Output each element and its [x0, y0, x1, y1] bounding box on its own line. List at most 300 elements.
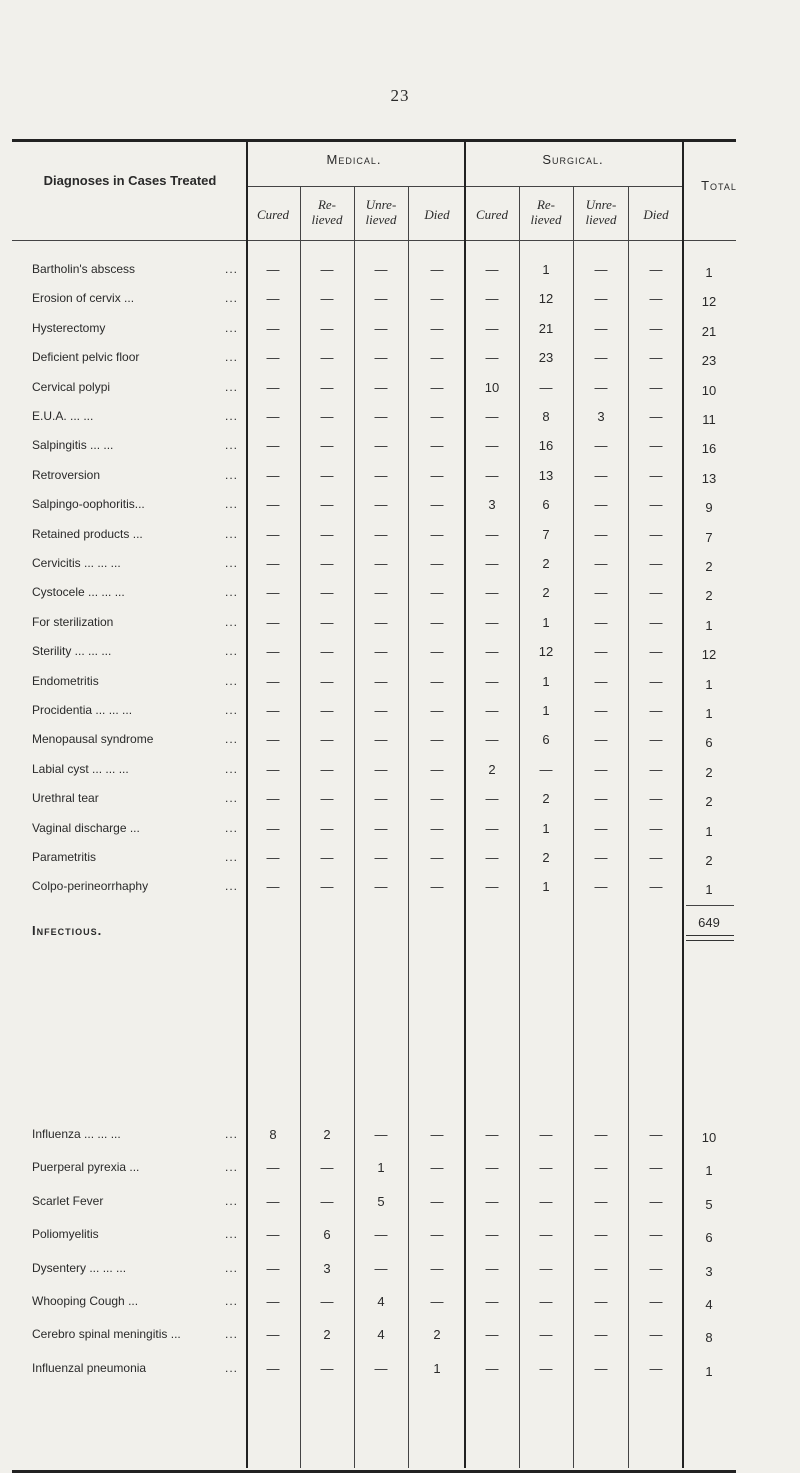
table-row: [0, 585, 800, 605]
diagnosis-label: Whooping Cough ...: [32, 1294, 139, 1308]
diagnosis-label: Parametritis: [32, 850, 97, 864]
diagnosis-label: Colpo-perineorrhaphy: [32, 879, 149, 894]
leader-dots: ...: [224, 497, 238, 512]
table-cell: —: [430, 1227, 444, 1243]
row-total: 1: [705, 882, 713, 898]
table-cell: —: [485, 526, 499, 542]
medical-header: Medical.: [326, 152, 382, 167]
leader-dots: ...: [224, 732, 238, 747]
table-cell: —: [649, 1294, 663, 1309]
table-cell: —: [649, 761, 663, 777]
row-total: 6: [705, 1230, 713, 1246]
table-cell: —: [649, 497, 663, 513]
table-cell: —: [374, 291, 388, 307]
row-total: 12: [701, 647, 717, 663]
table-cell: —: [430, 291, 444, 307]
table-cell: —: [594, 761, 608, 777]
leader-dots: ...: [224, 673, 238, 688]
table-row: [0, 409, 800, 429]
diagnosis-label: Cerebro spinal meningitis ...: [32, 1327, 181, 1342]
table-cell: —: [594, 1227, 608, 1243]
table-cell: 6: [323, 1227, 331, 1243]
table-cell: 1: [377, 1160, 385, 1176]
row-total: 11: [702, 412, 716, 427]
table-cell: —: [539, 1260, 553, 1276]
table-row: [0, 497, 800, 517]
table-cell: —: [649, 526, 663, 542]
table-cell: —: [266, 673, 280, 689]
table-cell: —: [320, 820, 334, 836]
table-cell: 2: [542, 791, 550, 807]
table-cell: —: [374, 850, 388, 865]
table-cell: —: [594, 1160, 608, 1176]
leader-dots: ...: [224, 644, 238, 659]
table-cell: —: [649, 1127, 663, 1142]
row-total: 10: [701, 1130, 717, 1145]
table-row: [0, 291, 800, 311]
diagnosis-label: Retroversion: [32, 467, 101, 482]
table-row: [0, 1327, 800, 1347]
row-total: 1: [705, 265, 713, 280]
leader-dots: ...: [224, 585, 238, 600]
table-cell: —: [374, 497, 388, 513]
page-number: 23: [390, 86, 410, 105]
table-cell: —: [594, 350, 608, 366]
table-cell: 2: [323, 1327, 331, 1343]
column-header: Unre- lieved: [585, 197, 617, 227]
table-cell: —: [594, 585, 608, 601]
leader-dots: ...: [224, 438, 238, 453]
table-cell: —: [594, 438, 608, 454]
table-cell: —: [374, 614, 388, 630]
diagnosis-label: Retained products ...: [32, 526, 143, 541]
table-cell: —: [485, 350, 499, 366]
leader-dots: ...: [224, 1127, 238, 1141]
leader-dots: ...: [224, 556, 238, 570]
table-row: [0, 556, 800, 576]
column-header: Cured: [256, 207, 290, 222]
table-cell: 16: [538, 438, 554, 454]
row-total: 10: [701, 382, 717, 398]
table-cell: —: [649, 1160, 663, 1176]
table-cell: —: [485, 1360, 499, 1376]
table-cell: —: [485, 556, 499, 571]
table-cell: 1: [542, 879, 550, 895]
table-row: [0, 615, 800, 635]
table-cell: —: [539, 1127, 553, 1142]
table-cell: —: [266, 1260, 280, 1276]
row-total: 3: [705, 1263, 713, 1279]
table-cell: —: [320, 350, 334, 366]
table-cell: —: [430, 614, 444, 630]
table-cell: —: [485, 467, 499, 483]
table-cell: —: [320, 291, 334, 307]
table-cell: —: [649, 1327, 663, 1343]
table-cell: —: [485, 732, 499, 748]
table-cell: —: [485, 1227, 499, 1243]
diagnosis-label: Salpingitis ... ...: [32, 438, 114, 453]
row-total: 9: [705, 500, 713, 516]
table-cell: —: [266, 1193, 280, 1209]
table-cell: —: [594, 526, 608, 542]
table-cell: —: [374, 879, 388, 895]
table-cell: —: [374, 409, 388, 424]
table-cell: 23: [538, 350, 554, 366]
table-row: [0, 527, 800, 547]
leader-dots: ...: [224, 614, 238, 629]
table-cell: —: [266, 850, 280, 865]
table-cell: 13: [538, 467, 554, 483]
table-cell: —: [539, 1294, 553, 1309]
table-cell: 8: [542, 409, 550, 424]
table-cell: —: [320, 1360, 334, 1376]
row-total: 2: [705, 588, 713, 604]
diagnosis-label: Bartholin's abscess: [32, 262, 136, 276]
table-row: [0, 674, 800, 694]
table-cell: —: [594, 556, 608, 571]
table-cell: —: [320, 585, 334, 601]
table-cell: —: [430, 703, 444, 718]
table-row: [0, 821, 800, 841]
table-row: [0, 762, 800, 782]
table-cell: —: [485, 1127, 499, 1142]
table-cell: 4: [377, 1294, 385, 1309]
table-cell: —: [374, 1360, 388, 1376]
table-cell: —: [649, 350, 663, 366]
table-cell: —: [320, 409, 334, 424]
table-cell: —: [266, 467, 280, 483]
table-cell: 4: [377, 1327, 385, 1343]
table-cell: —: [430, 526, 444, 542]
diagnosis-label: Labial cyst ... ... ...: [32, 761, 129, 776]
table-cell: —: [266, 291, 280, 307]
diagnosis-label: Hysterectomy: [32, 320, 106, 335]
diagnosis-label: For sterilization: [32, 614, 114, 629]
diagnosis-label: Urethral tear: [32, 791, 99, 806]
table-cell: —: [594, 262, 608, 277]
table-cell: —: [594, 850, 608, 865]
leader-dots: ...: [224, 1260, 238, 1275]
table-cell: —: [266, 732, 280, 748]
table-cell: —: [594, 1294, 608, 1309]
table-cell: —: [649, 1260, 663, 1276]
section-heading-infectious: Infectious.: [32, 923, 103, 939]
diagnosis-label: Puerperal pyrexia ...: [32, 1160, 140, 1175]
table-cell: —: [374, 556, 388, 571]
diagnosis-label: Influenzal pneumonia: [32, 1360, 147, 1375]
surgical-header: Surgical.: [542, 152, 604, 167]
table-cell: —: [649, 1227, 663, 1243]
table-cell: —: [594, 467, 608, 483]
row-total: 16: [701, 441, 717, 457]
table-cell: —: [485, 320, 499, 336]
table-cell: —: [374, 732, 388, 748]
table-cell: —: [539, 1227, 553, 1243]
table-cell: —: [430, 262, 444, 277]
row-total: 1: [705, 676, 713, 692]
diagnoses-header: Diagnoses in Cases Treated: [43, 173, 217, 188]
table-cell: —: [430, 879, 444, 895]
table-cell: —: [594, 791, 608, 807]
leader-dots: ...: [224, 1160, 238, 1175]
row-total: 7: [705, 529, 713, 545]
table-cell: —: [594, 320, 608, 336]
table-cell: —: [430, 791, 444, 807]
table-cell: —: [266, 379, 280, 395]
table-cell: —: [649, 850, 663, 865]
table-cell: —: [320, 438, 334, 454]
subtotal-rule: [686, 905, 734, 906]
subtotal-value: 649: [698, 915, 720, 931]
table-cell: 1: [433, 1360, 441, 1376]
table-row: [0, 321, 800, 341]
table-cell: —: [320, 556, 334, 571]
table-cell: —: [539, 1160, 553, 1176]
table-cell: 5: [377, 1193, 385, 1209]
table-cell: —: [594, 732, 608, 748]
leader-dots: ...: [224, 879, 238, 894]
table-cell: —: [539, 1193, 553, 1209]
diagnosis-label: Erosion of cervix ...: [32, 291, 135, 306]
table-cell: —: [266, 1227, 280, 1243]
diagnosis-label: Cervical polypi: [32, 379, 111, 394]
table-cell: —: [374, 673, 388, 689]
table-cell: —: [320, 850, 334, 865]
table-cell: —: [430, 673, 444, 689]
subtotal-double-rule: [686, 935, 734, 941]
table-cell: —: [485, 879, 499, 895]
leader-dots: ...: [224, 467, 238, 482]
table-cell: —: [649, 556, 663, 571]
diagnosis-label: Influenza ... ... ...: [32, 1127, 121, 1141]
table-cell: —: [485, 850, 499, 865]
leader-dots: ...: [224, 320, 238, 335]
leader-dots: ...: [224, 1360, 238, 1375]
table-cell: —: [649, 585, 663, 601]
table-top-rule: [12, 139, 736, 142]
table-cell: —: [594, 703, 608, 718]
table-cell: 3: [597, 409, 605, 424]
table-cell: —: [320, 614, 334, 630]
table-cell: —: [430, 350, 444, 366]
diagnosis-label: Deficient pelvic floor: [32, 350, 140, 365]
table-row: [0, 1160, 800, 1180]
table-cell: —: [374, 320, 388, 336]
table-row: [0, 262, 800, 282]
table-cell: —: [485, 585, 499, 601]
table-cell: —: [320, 644, 334, 660]
table-cell: —: [374, 761, 388, 777]
table-cell: —: [266, 350, 280, 366]
diagnosis-label: Poliomyelitis: [32, 1227, 99, 1242]
table-cell: —: [649, 673, 663, 689]
table-cell: —: [320, 379, 334, 395]
table-cell: —: [430, 497, 444, 513]
table-cell: —: [320, 791, 334, 807]
table-cell: —: [374, 820, 388, 836]
table-cell: —: [594, 1360, 608, 1376]
table-cell: —: [430, 409, 444, 424]
row-total: 2: [705, 559, 713, 574]
table-cell: —: [430, 379, 444, 395]
table-row: [0, 1294, 800, 1314]
table-cell: —: [320, 673, 334, 689]
diagnosis-label: E.U.A. ... ...: [32, 409, 94, 423]
table-cell: —: [594, 1127, 608, 1142]
table-row: [0, 1261, 800, 1281]
table-cell: 12: [538, 644, 554, 660]
table-cell: —: [266, 820, 280, 836]
table-row: [0, 703, 800, 723]
leader-dots: ...: [224, 820, 238, 835]
table-cell: 10: [484, 379, 500, 395]
table-row: [0, 1194, 800, 1214]
table-cell: —: [649, 320, 663, 336]
table-cell: —: [266, 526, 280, 542]
table-cell: —: [266, 585, 280, 601]
column-header: Re- lieved: [311, 197, 343, 227]
table-cell: —: [266, 438, 280, 454]
table-cell: —: [320, 1193, 334, 1209]
table-cell: —: [485, 1160, 499, 1176]
table-cell: —: [320, 761, 334, 777]
table-row: [0, 879, 800, 899]
table-row: [0, 468, 800, 488]
table-cell: —: [430, 761, 444, 777]
table-cell: —: [374, 644, 388, 660]
table-cell: —: [266, 614, 280, 630]
table-cell: —: [594, 614, 608, 630]
table-cell: 1: [542, 703, 550, 718]
table-cell: —: [266, 879, 280, 895]
table-row: [0, 850, 800, 870]
table-cell: —: [266, 409, 280, 424]
table-cell: 2: [323, 1127, 331, 1142]
diagnosis-label: Vaginal discharge ...: [32, 820, 140, 835]
row-total: 2: [705, 794, 713, 810]
row-total: 1: [705, 1163, 713, 1179]
table-cell: —: [266, 556, 280, 571]
table-cell: —: [594, 820, 608, 836]
leader-dots: ...: [224, 850, 238, 864]
table-cell: —: [374, 526, 388, 542]
table-cell: —: [649, 262, 663, 277]
table-row: [0, 1227, 800, 1247]
table-cell: —: [485, 1327, 499, 1343]
column-header: Cured: [475, 207, 509, 222]
table-cell: —: [266, 703, 280, 718]
table-cell: —: [649, 438, 663, 454]
row-total: 2: [705, 853, 713, 868]
table-cell: —: [430, 438, 444, 454]
table-cell: —: [594, 1193, 608, 1209]
table-cell: —: [266, 1327, 280, 1343]
row-total: 4: [705, 1297, 713, 1312]
leader-dots: ...: [224, 703, 238, 717]
table-cell: 1: [542, 614, 550, 630]
table-cell: —: [374, 379, 388, 395]
table-cell: —: [594, 1260, 608, 1276]
table-cell: —: [266, 320, 280, 336]
table-cell: —: [374, 467, 388, 483]
table-cell: —: [649, 703, 663, 718]
total-header: Total: [701, 178, 737, 193]
table-cell: —: [594, 291, 608, 307]
diagnosis-label: Scarlet Fever: [32, 1193, 104, 1208]
table-cell: —: [374, 350, 388, 366]
row-total: 2: [705, 764, 713, 780]
table-cell: —: [430, 467, 444, 483]
table-cell: —: [430, 320, 444, 336]
table-cell: 1: [542, 262, 550, 277]
table-cell: —: [430, 556, 444, 571]
table-cell: —: [320, 262, 334, 277]
leader-dots: ...: [224, 761, 238, 776]
table-cell: —: [539, 379, 553, 395]
leader-dots: ...: [224, 791, 238, 806]
diagnosis-label: Cystocele ... ... ...: [32, 585, 125, 600]
leader-dots: ...: [224, 1294, 238, 1308]
table-cell: —: [485, 791, 499, 807]
table-cell: 6: [542, 732, 550, 748]
row-total: 1: [705, 617, 713, 633]
table-cell: —: [430, 585, 444, 601]
leader-dots: ...: [224, 1193, 238, 1208]
column-header: Unre- lieved: [365, 197, 397, 227]
row-total: 21: [701, 323, 717, 339]
leader-dots: ...: [224, 262, 238, 276]
table-cell: —: [374, 1227, 388, 1243]
row-total: 1: [705, 823, 713, 839]
table-cell: —: [374, 438, 388, 454]
table-cell: —: [430, 1294, 444, 1309]
table-cell: —: [594, 644, 608, 660]
table-cell: —: [485, 703, 499, 718]
row-total: 5: [705, 1196, 713, 1212]
table-cell: —: [539, 1327, 553, 1343]
table-cell: —: [430, 820, 444, 836]
row-total: 8: [705, 1330, 713, 1346]
column-header: Died: [424, 207, 450, 222]
table-cell: —: [649, 379, 663, 395]
table-cell: —: [266, 1294, 280, 1309]
table-cell: 1: [542, 673, 550, 689]
table-cell: 3: [323, 1260, 331, 1276]
diagnosis-label: Dysentery ... ... ...: [32, 1260, 127, 1275]
table-cell: —: [649, 791, 663, 807]
table-cell: —: [320, 526, 334, 542]
table-cell: —: [266, 761, 280, 777]
table-cell: —: [266, 262, 280, 277]
table-cell: —: [485, 1260, 499, 1276]
leader-dots: ...: [224, 350, 238, 365]
table-cell: —: [320, 732, 334, 748]
table-cell: —: [430, 1160, 444, 1176]
table-row: [0, 1361, 800, 1381]
leader-dots: ...: [224, 379, 238, 394]
row-total: 1: [705, 706, 713, 721]
table-cell: —: [320, 879, 334, 895]
table-cell: —: [374, 1127, 388, 1142]
column-header: Re- lieved: [530, 197, 562, 227]
table-cell: —: [649, 732, 663, 748]
table-cell: —: [485, 1193, 499, 1209]
table-cell: —: [266, 1360, 280, 1376]
leader-dots: ...: [224, 1227, 238, 1242]
table-cell: —: [485, 262, 499, 277]
table-cell: 2: [542, 556, 550, 571]
row-total: 23: [701, 353, 717, 369]
